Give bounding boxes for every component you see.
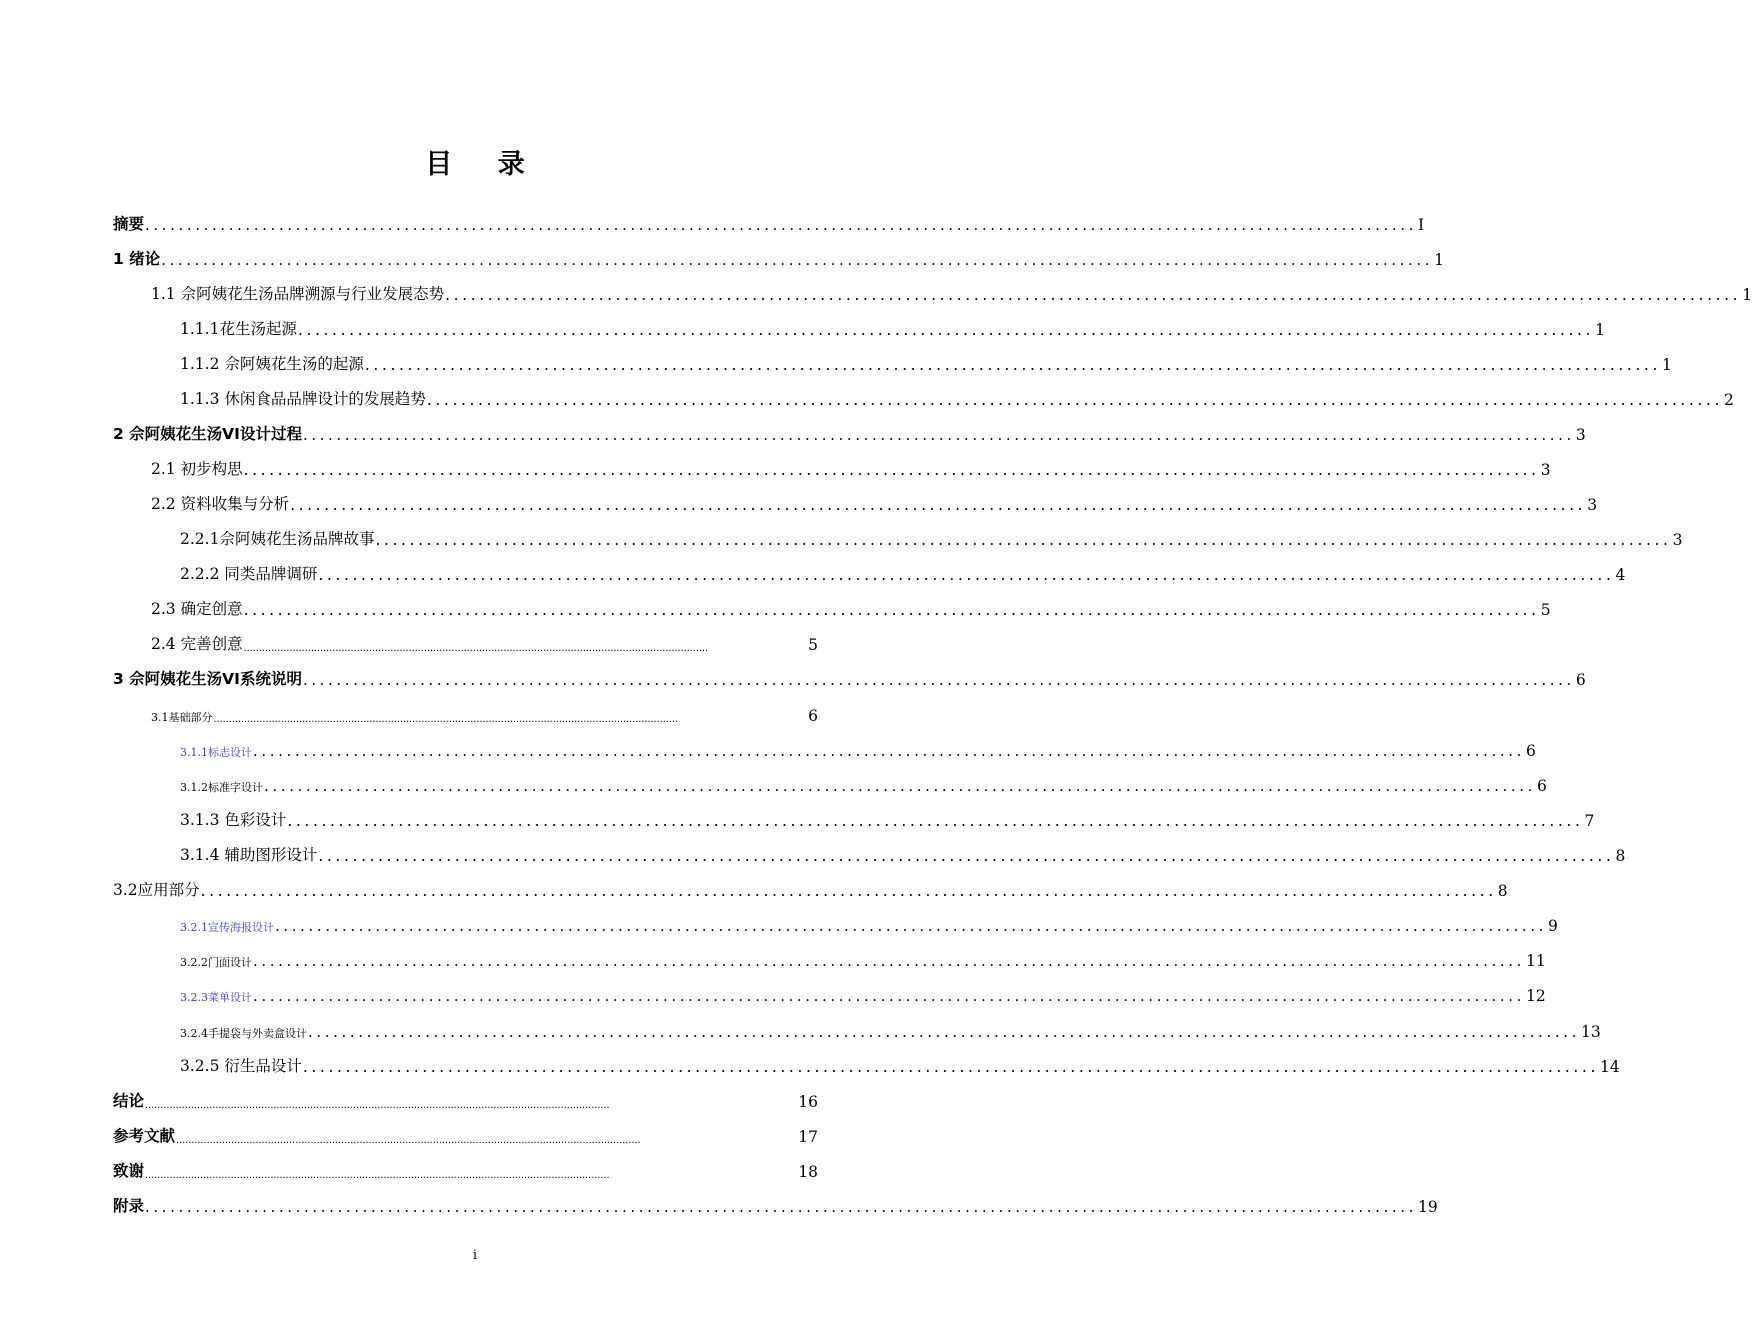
toc-entry-label: 1.1.3 休闲食品品牌设计的发展趋势 [180,390,426,408]
footer-page-number: i [472,1248,478,1263]
toc-page-number: 16 [798,1093,818,1111]
toc-entry-chapter-2[interactable] [113,414,1586,444]
toc-entry-2-3[interactable] [151,589,1551,619]
toc-entry-label: 1.1 佘阿姨花生汤品牌溯源与行业发展态势 [151,285,445,303]
toc-page-number: 1 [1595,321,1605,339]
toc-page-number: 5 [808,636,818,654]
dot-leader: ........................................................................................................................................................ [176,1134,641,1146]
toc-entry-3-1-3[interactable] [180,800,1595,830]
toc-page-number: 6 [1536,777,1547,795]
dot-leader: ........................................................................................................................................................ [145,1169,610,1181]
toc-page-number: 7 [1584,812,1595,830]
toc-entry-3-2-4[interactable] [180,1011,1601,1041]
page-title: 目 录 [425,149,543,180]
toc-page-number: 1 [1661,356,1672,374]
toc-entry-3-1-4[interactable] [180,835,1626,865]
toc-entry-1-1-1[interactable] [180,309,1605,339]
dot-leader: ........................................................................................................................................................ [243,461,1540,479]
dot-leader: ........................................................................................................................................................ [213,713,679,725]
toc-entry-3-2[interactable] [113,870,1508,900]
toc-page-number: 3 [1587,496,1598,514]
toc-entry-1-1-3[interactable] [180,379,1734,409]
toc-entry-3-2-3[interactable] [180,975,1546,1005]
toc-page-number: 8 [1497,882,1508,900]
dot-leader: ........................................................................................................................................................ [375,531,1672,549]
dot-leader: ........................................................................................................................................................ [308,1023,1580,1041]
toc-entry-label: 3.1.3 色彩设计 [180,811,287,829]
dot-leader: ........................................................................................................................................................ [161,251,1434,269]
toc-entry-label: 3.2.4手提袋与外卖盒设计 [180,1027,307,1040]
toc-entry-label: 2.1 初步构思 [151,460,243,478]
dot-leader: ........................................................................................................................................................ [318,847,1615,865]
toc-page-number: 6 [808,707,818,725]
toc-entry-label: 1 绪论 [113,250,161,268]
toc-page-number: Ⅰ [1417,216,1425,234]
toc-page-number: 4 [1615,566,1626,584]
dot-leader: ........................................................................................................................................................ [253,952,1525,970]
toc-entry-acknowledgements[interactable] [113,1151,818,1181]
dot-leader: ........................................................................................................................................................ [253,742,1525,760]
dot-leader: ........................................................................................................................................................ [302,426,1575,444]
dot-leader: ........................................................................................................................................................ [290,496,1587,514]
dot-leader: ........................................................................................................................................................ [302,1058,1599,1076]
toc-page-number: 12 [1525,987,1546,1005]
dot-leader: ........................................................................................................................................................ [145,1099,610,1111]
toc-entry-label: 3.2应用部分 [113,881,200,899]
toc-page-number: 6 [1575,671,1586,689]
dot-leader: ........................................................................................................................................................ [426,391,1723,409]
dot-leader: ........................................................................................................................................................ [145,1198,1417,1216]
toc-page-number: 1 [1434,251,1445,269]
dot-leader: ........................................................................................................................................................ [287,812,1584,830]
dot-leader: ........................................................................................................................................................ [302,671,1575,689]
dot-leader: ........................................................................................................................................................ [445,286,1742,304]
dot-leader: ........................................................................................................................................................ [264,777,1536,795]
toc-entry-label: 摘要 [113,215,145,233]
dot-leader: ........................................................................................................................................................ [145,216,1417,234]
toc-entry-label: 致谢 [113,1162,145,1180]
dot-leader: ........................................................................................................................................................ [318,566,1615,584]
toc-entry-references[interactable] [113,1116,818,1146]
toc-entry-label: 1.1.2 佘阿姨花生汤的起源 [180,355,364,373]
toc-entry-2-1[interactable] [151,449,1551,479]
toc-page-number: 3 [1575,426,1586,444]
toc-entry-conclusion[interactable] [113,1081,818,1111]
toc-entry-2-2-1[interactable] [180,519,1683,549]
toc-page-number: 5 [1540,601,1551,619]
toc-entry-label: 结论 [113,1092,145,1110]
toc-entry-abstract[interactable] [113,204,1425,234]
toc-entry-2-2[interactable] [151,484,1598,514]
dot-leader: ........................................................................................................................................................ [243,642,709,654]
toc-entry-label: 2.2 资料收集与分析 [151,495,290,513]
toc-page-number: 2 [1723,391,1734,409]
toc-page-number: 3 [1540,461,1551,479]
toc-entry-label: 3.1.4 辅助图形设计 [180,846,318,864]
toc-entry-3-2-1[interactable] [180,905,1558,935]
toc-entry-label: 2.3 确定创意 [151,600,243,618]
toc-entry-label: 3.2.5 衍生品设计 [180,1057,302,1075]
toc-page-number: 9 [1547,917,1558,935]
toc-entry-appendix[interactable] [113,1186,1438,1216]
toc-entry-label: 3.2.3菜单设计 [180,991,252,1004]
toc-entry-3-1[interactable] [151,695,818,725]
toc-entry-label: 3 佘阿姨花生汤VI系统说明 [113,670,302,688]
toc-entry-1-1[interactable] [151,274,1752,304]
toc-entry-label: 3.2.2门面设计 [180,956,252,969]
toc-entry-label: 3.2.1宣传海报设计 [180,921,274,934]
toc-page-number: 13 [1580,1023,1601,1041]
dot-leader: ........................................................................................................................................................ [253,987,1525,1005]
toc-entry-label: 2.4 完善创意 [151,635,243,653]
toc-page-number: 1 [1742,286,1752,304]
toc-entry-2-2-2[interactable] [180,554,1626,584]
toc-page-number: 17 [798,1128,818,1146]
toc-entry-label: 3.1.2标准字设计 [180,781,263,794]
toc-entry-1-1-2[interactable] [180,344,1672,374]
toc-page-number: 18 [798,1163,818,1181]
toc-entry-label: 3.1.1标志设计 [180,746,252,759]
toc-entry-label: 3.1基础部分 [151,711,213,724]
toc-page-number: 11 [1525,952,1546,970]
toc-entry-chapter-3[interactable] [113,659,1586,689]
dot-leader: ........................................................................................................................................................ [297,321,1595,339]
toc-entry-3-2-5[interactable] [180,1046,1620,1076]
toc-entry-label: 1.1.1花生汤起源 [180,320,297,338]
dot-leader: ........................................................................................................................................................ [275,917,1547,935]
toc-entry-3-1-1[interactable] [180,730,1536,760]
toc-entry-chapter-1[interactable] [113,239,1445,269]
dot-leader: ........................................................................................................................................................ [243,601,1540,619]
toc-entry-label: 2.2.2 同类品牌调研 [180,565,318,583]
dot-leader: ........................................................................................................................................................ [364,356,1661,374]
toc-entry-3-1-2[interactable] [180,765,1547,795]
toc-entry-label: 参考文献 [113,1127,176,1145]
dot-leader: ........................................................................................................................................................ [200,882,1497,900]
toc-page-number: 8 [1615,847,1626,865]
toc-entry-label: 附录 [113,1197,145,1215]
toc-entry-label: 2.2.1佘阿姨花生汤品牌故事 [180,530,375,548]
toc-page-number: 14 [1599,1058,1620,1076]
toc-page-number: 19 [1417,1198,1438,1216]
toc-entry-label: 2 佘阿姨花生汤VI设计过程 [113,425,302,443]
toc-page-number: 6 [1525,742,1536,760]
toc-page-number: 3 [1672,531,1683,549]
toc-entry-2-4[interactable] [151,624,818,654]
toc-entry-3-2-2[interactable] [180,940,1546,970]
